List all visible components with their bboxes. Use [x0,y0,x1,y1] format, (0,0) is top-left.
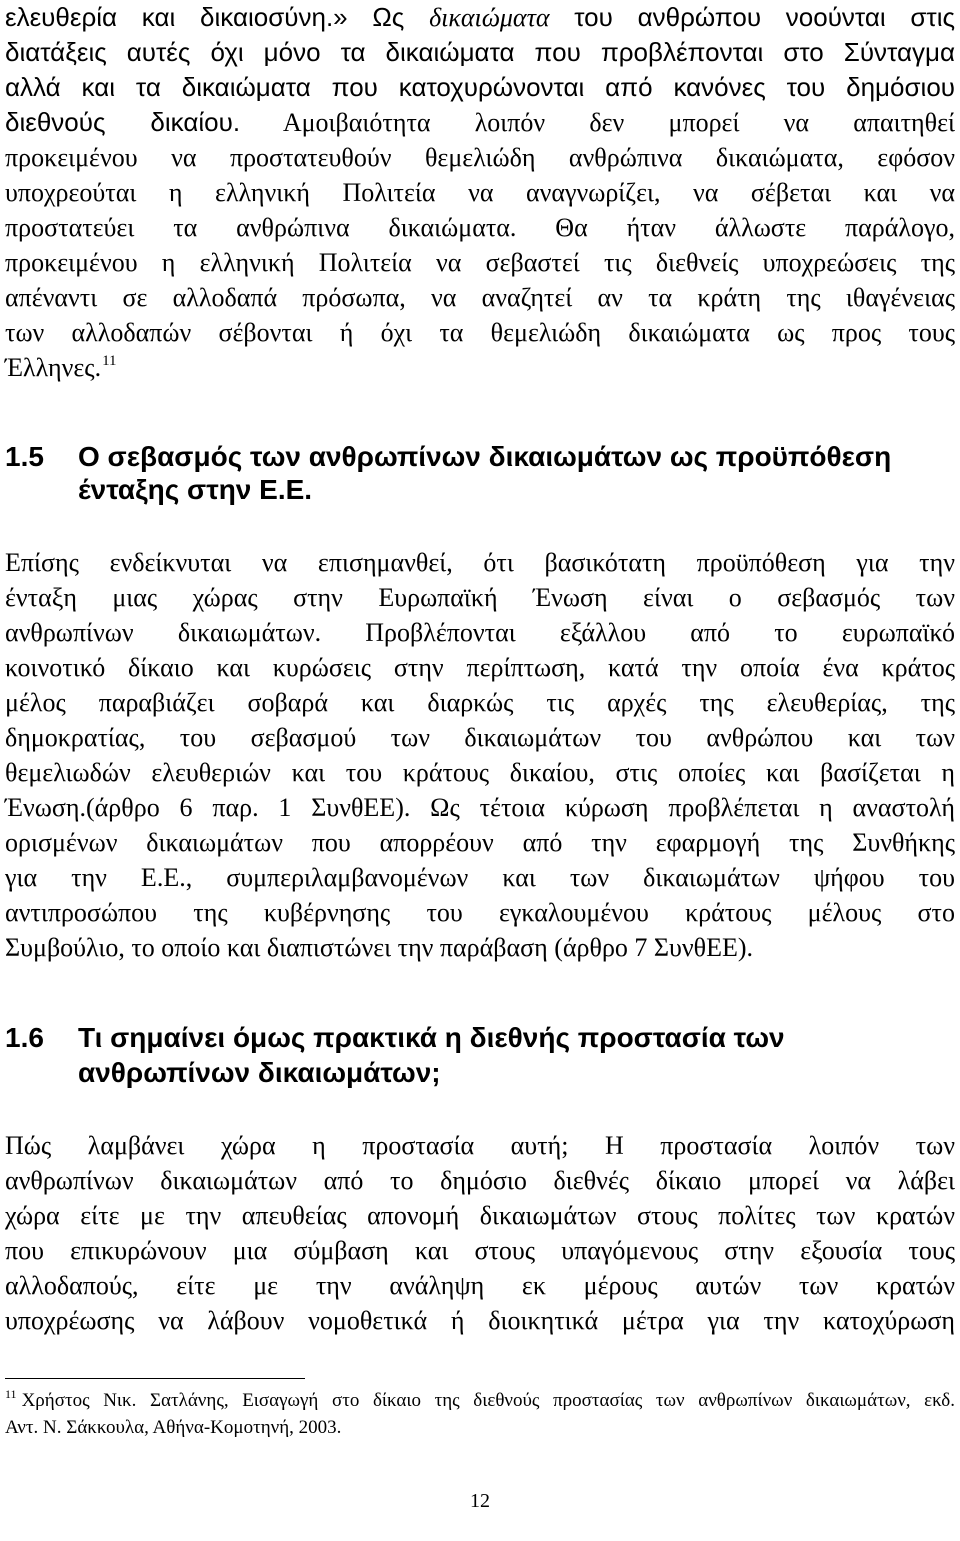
paragraph-line: των αλλοδαπών σέβονται ή όχι τα θεμελιώδη δικαιώματα ως προς τους [5,318,955,347]
paragraph-line: υποχρέωσης να λάβουν νομοθετικά ή διοικητικά μέτρα για την κατοχύρωση [5,1306,955,1335]
paragraph-line: Συμβούλιο, το οποίο και διαπιστώνει την παράβαση (άρθρο 7 ΣυνθΕΕ). [5,933,754,962]
paragraph-line: υποχρεούται η ελληνική Πολιτεία να αναγνωρίζει, να σέβεται και να [5,178,955,207]
paragraph-line: αντιπροσώπου της κυβέρνησης του εγκαλουμένου κράτους μέλους στο [5,898,955,927]
footnote-text: Χρήστος Νικ. Σατλάνης, Εισαγωγή στο δίκαιο της διεθνούς προστασίας των ανθρωπίνων δικαιωμάτων, εκδ. [21,1390,955,1411]
section-title-line: ένταξης στην Ε.Ε. [78,474,313,505]
serif-text-segment: Αμοιβαιότητα λοιπόν δεν μπορεί να απαιτηθεί [240,108,956,137]
section-number: 1.5 [5,441,44,472]
paragraph-line: ανθρωπίνων δικαιωμάτων. Προβλέπονται εξάλλου από το ευρωπαϊκό [5,618,955,647]
footnote-reference: 11 [102,353,117,369]
paragraph-line: ανθρωπίνων δικαιωμάτων από το δημόσιο διεθνές δίκαιο μπορεί να λάβει [5,1166,955,1195]
sans-text-segment: διεθνούς δικαίου. [5,107,241,137]
paragraph-line: απέναντι σε αλλοδαπά πρόσωπα, να αναζητεί αν τα κράτη της ιθαγένειας [5,283,955,312]
paragraph-final-text: Έλληνες. [5,353,102,382]
footnote [5,1387,955,1441]
section-title-line: ανθρωπίνων δικαιωμάτων; [78,1057,441,1088]
paragraph-line: για την Ε.Ε., συμπεριλαμβανομένων και των δικαιωμάτων ψήφου του [5,863,955,892]
paragraph-line: προκειμένου να προστατευθούν θεμελιώδη ανθρώπινα δικαιώματα, εφόσον [5,143,955,172]
page-number: 12 [470,1490,490,1512]
paragraph-line [5,350,955,385]
footnote-line [5,1387,955,1414]
paragraph-line: μέλος παραβιάζει σοβαρά και διαρκώς τις αρχές της ελευθερίας, της [5,688,955,717]
paragraph-line: ορισμένων δικαιωμάτων που απορρέουν από την εφαρμογή της Συνθήκης [5,828,955,857]
section-title [78,1020,955,1090]
paragraph-line [5,0,955,35]
section-heading-1-6 [5,1020,955,1090]
section-heading-1-5 [5,440,955,506]
section-title [78,440,955,506]
footnote-line: Αντ. Ν. Σάκκουλα, Αθήνα-Κομοτηνή, 2003. [5,1417,342,1438]
paragraph-line: δημοκρατίας, του σεβασμού των δικαιωμάτων του ανθρώπου και των [5,723,955,752]
paragraph-line: προκειμένου η ελληνική Πολιτεία να σεβαστεί τις διεθνείς υποχρεώσεις της [5,248,955,277]
paragraph-3 [5,1128,955,1338]
footnote-number: 11 [5,1387,17,1401]
sans-text-segment: ελευθερία και δικαιοσύνη.» Ως [5,2,430,32]
paragraph-line: χώρα είτε με την απευθείας απονομή δικαιωμάτων στους πολίτες των κρατών [5,1201,955,1230]
section-title-line: Ο σεβασμός των ανθρωπίνων δικαιωμάτων ως προϋπόθεση [78,441,892,472]
paragraph-line: Ένωση.(άρθρο 6 παρ. 1 ΣυνθΕΕ). Ως τέτοια κύρωση προβλέπεται η αναστολή [5,793,955,822]
paragraph-line: αλλά και τα δικαιώματα που κατοχυρώνονται από κανόνες του δημόσιου [5,72,955,102]
paragraph-line: που επικυρώνουν μια σύμβαση και στους υπαγόμενους στην εξουσία τους [5,1236,955,1265]
footnote-separator [5,1378,305,1379]
paragraph-line: θεμελιωδών ελευθεριών και του κράτους δικαίου, στις οποίες και βασίζεται η [5,758,955,787]
paragraph-line: διατάξεις αυτές όχι μόνο τα δικαιώματα που προβλέπονται στο Σύνταγμα [5,37,955,67]
paragraph-line: Πώς λαμβάνει χώρα η προστασία αυτή; Η προστασία λοιπόν των [5,1131,955,1160]
paragraph-line [5,105,955,140]
paragraph-2 [5,545,955,965]
sans-text-segment: του ανθρώπου νοούνται στις [549,2,955,32]
paragraph-line: κοινοτικό δίκαιο και κυρώσεις στην περίπτωση, κατά την οποία ένα κράτος [5,653,955,682]
section-title-line: Τι σημαίνει όμως πρακτικά η διεθνής προστασία των [78,1022,785,1053]
paragraph-line: Επίσης ενδείκνυται να επισημανθεί, ότι βασικότατη προϋπόθεση για την [5,548,955,577]
section-number: 1.6 [5,1022,44,1053]
italic-term: δικαιώματα [429,3,550,32]
paragraph-line: ένταξη μιας χώρας στην Ευρωπαϊκή Ένωση είναι ο σεβασμός των [5,583,955,612]
paragraph-line: αλλοδαπούς, είτε με την ανάληψη εκ μέρους αυτών των κρατών [5,1271,955,1300]
paragraph-1 [5,0,955,385]
paragraph-line: προστατεύει τα ανθρώπινα δικαιώματα. Θα ήταν άλλωστε παράλογο, [5,213,955,242]
